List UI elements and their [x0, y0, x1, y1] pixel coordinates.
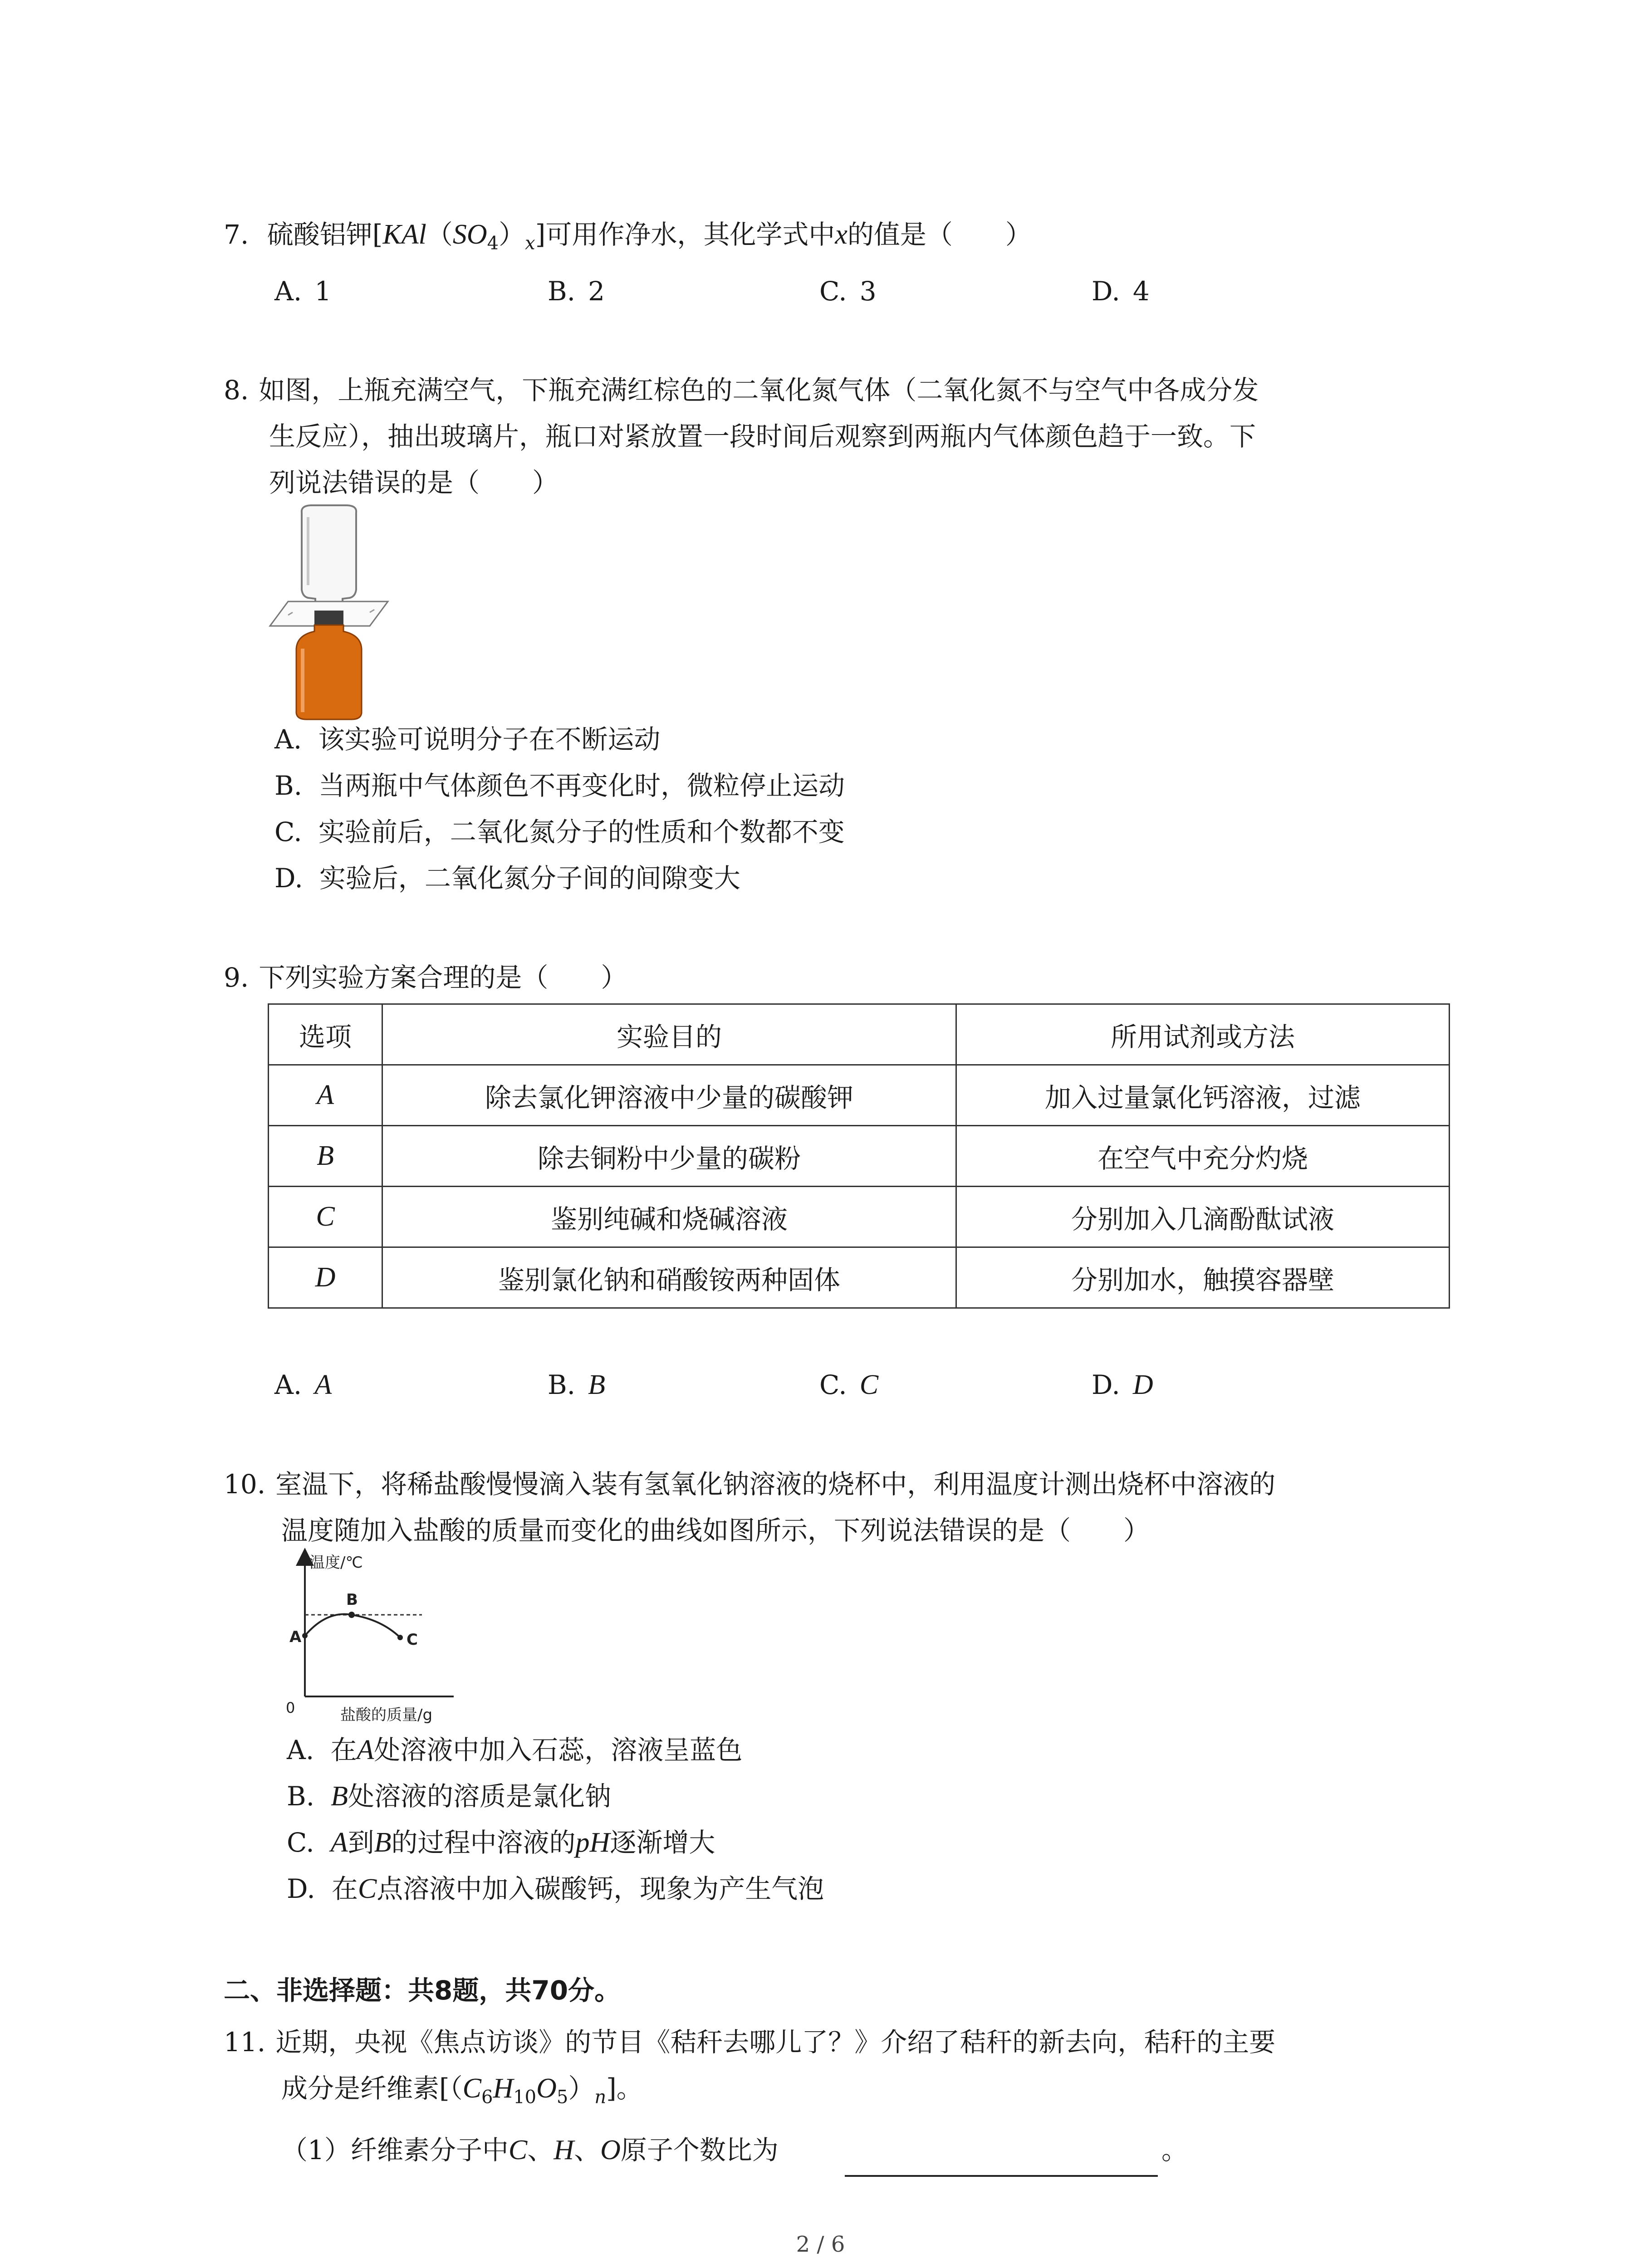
q8-stem-line1 — [224, 372, 1259, 408]
q8-number: 8. — [224, 375, 249, 406]
table-cell: 分别加入几滴酚酞试液 — [956, 1187, 1450, 1247]
q11-sub1-pre: （1）纤维素分子中 — [281, 2135, 509, 2165]
q7-option-d[interactable] — [1092, 273, 1150, 309]
section-heading: 二、非选择题：共8题，共70分。 — [224, 1975, 621, 2006]
q11-text-post: ]。 — [606, 2073, 643, 2104]
q11-text-mid: ） — [568, 2073, 595, 2104]
origin-label: 0 — [286, 1699, 295, 1716]
option-label: A. — [274, 276, 302, 307]
q10-text-line1: 室温下，将稀盐酸慢慢滴入装有氢氧化钠溶液的烧杯中，利用温度计测出烧杯中溶液的 — [275, 1469, 1276, 1500]
q8-option-d[interactable] — [274, 860, 740, 896]
q9-stem — [224, 959, 627, 996]
table-cell: 分别加水，触摸容器壁 — [956, 1247, 1450, 1308]
option-label: C. — [819, 1369, 847, 1400]
option-var: pH — [575, 1827, 610, 1858]
option-var: A — [330, 1827, 348, 1858]
option-text-post: 逐渐增大 — [610, 1827, 715, 1858]
option-text: 实验后，二氧化氮分子间的间隙变大 — [319, 863, 740, 894]
q9-option-a[interactable] — [274, 1367, 332, 1403]
q9-option-c[interactable] — [819, 1367, 878, 1403]
q8-text-line1: 如图，上瓶充满空气，下瓶充满红棕色的二氧化氮气体（二氧化氮不与空气中各成分发 — [259, 375, 1259, 406]
atom-c: C — [508, 2135, 528, 2165]
option-text-post: 处溶液中加入石蕊，溶液呈蓝色 — [374, 1735, 743, 1765]
option-label: A. — [287, 1735, 314, 1765]
option-value: B — [588, 1369, 605, 1400]
q10-stem-line2: 温度随加入盐酸的质量而变化的曲线如图所示，下列说法错误的是（ ） — [281, 1515, 1150, 1546]
table-header-row — [269, 1004, 1450, 1065]
q9-option-d[interactable] — [1092, 1367, 1153, 1403]
q8-option-c[interactable] — [274, 814, 845, 850]
option-value: C — [859, 1369, 879, 1400]
option-var: C — [358, 1873, 377, 1904]
option-text-post: 点溶液中加入碳酸钙，现象为产生气泡 — [377, 1873, 824, 1904]
q11-stem-line2 — [281, 2070, 643, 2116]
x-axis-label: 盐酸的质量/g — [340, 1706, 433, 1724]
sub-10: 10 — [513, 2087, 537, 2108]
q7-var-x: x — [835, 219, 847, 250]
q7-sub-x: x — [525, 233, 535, 254]
option-text-post: 处溶液的溶质是氯化钠 — [348, 1781, 611, 1812]
option-value: A — [314, 1369, 332, 1400]
table-cell-option: B — [317, 1140, 334, 1171]
option-label: A. — [274, 1369, 302, 1400]
option-label: D. — [1092, 276, 1120, 307]
q10-temperature-graph — [272, 1547, 490, 1724]
option-label: B. — [274, 770, 303, 801]
q10-option-b[interactable] — [287, 1778, 611, 1814]
y-axis-label: 温度/℃ — [309, 1554, 363, 1572]
q7-formula-k: KAl — [382, 219, 426, 250]
q8-bottle-figure — [261, 503, 397, 721]
q7-text-c: 的值是（ ） — [847, 219, 1032, 250]
q9-number: 9. — [224, 962, 249, 993]
q7-option-c[interactable] — [819, 273, 877, 309]
q8-stem-line2: 生反应），抽出玻璃片，瓶口对紧放置一段时间后观察到两瓶内气体颜色趋于一致。下 — [269, 421, 1256, 452]
point-c-marker — [397, 1635, 403, 1640]
option-text: 实验前后，二氧化氮分子的性质和个数都不变 — [318, 816, 845, 847]
q7-formula-so: SO — [452, 219, 487, 250]
separator: 、 — [574, 2135, 601, 2165]
table-cell: 除去铜粉中少量的碳粉 — [382, 1126, 956, 1187]
q11-stem-line1 — [224, 2024, 1275, 2060]
table-cell-option: D — [315, 1262, 336, 1293]
option-label: B. — [548, 276, 576, 307]
point-b-marker — [348, 1612, 355, 1618]
table-row — [269, 1247, 1450, 1308]
option-value: 1 — [314, 276, 332, 307]
option-label: B. — [548, 1369, 576, 1400]
q7-option-a[interactable] — [274, 273, 331, 309]
option-text: 该实验可说明分子在不断运动 — [318, 724, 661, 755]
q10-stem-line1 — [224, 1466, 1275, 1502]
point-b-label: B — [346, 1591, 358, 1609]
option-label: C. — [274, 816, 302, 847]
q7-sub4: 4 — [487, 233, 499, 254]
q9-option-b[interactable] — [548, 1367, 605, 1403]
table-cell: 鉴别氯化钠和硝酸铵两种固体 — [382, 1247, 956, 1308]
formula-c: C — [462, 2073, 481, 2104]
table-row — [269, 1065, 1450, 1126]
formula-o: O — [536, 2073, 557, 2104]
table-row — [269, 1126, 1450, 1187]
option-var: A — [357, 1735, 374, 1765]
table-header-cell: 选项 — [269, 1004, 382, 1065]
q9-text: 下列实验方案合理的是（ ） — [259, 962, 627, 993]
option-label: C. — [287, 1827, 314, 1858]
page-number: 2 / 6 — [796, 2232, 845, 2257]
answer-blank[interactable] — [845, 2174, 1158, 2177]
option-label: D. — [287, 1873, 315, 1904]
option-text-mid: 的过程中溶液的 — [391, 1827, 576, 1858]
option-value: 3 — [859, 276, 877, 307]
option-label: B. — [287, 1781, 315, 1812]
formula-h: H — [493, 2073, 514, 2104]
lower-bottle-no2 — [296, 611, 362, 719]
table-row — [269, 1187, 1450, 1247]
q11-sub1-end: 。 — [1161, 2135, 1188, 2165]
q8-option-b[interactable] — [274, 767, 845, 804]
q7-text-b: ]可用作净水，其化学式中 — [535, 219, 835, 250]
option-label: A. — [274, 724, 302, 755]
option-text-mid: 到 — [348, 1827, 374, 1858]
q11-text-line1: 近期，央视《焦点访谈》的节目《秸秆去哪儿了？》介绍了秸秆的新去向，秸秆的主要 — [275, 2027, 1276, 2058]
q11-sub1 — [281, 2132, 779, 2168]
option-label: C. — [819, 276, 847, 307]
atom-o: O — [600, 2135, 621, 2165]
q8-stem-line3: 列说法错误的是（ ） — [269, 467, 559, 498]
separator: 、 — [527, 2135, 554, 2165]
option-var: B — [331, 1781, 348, 1812]
q8-option-a[interactable] — [274, 721, 660, 758]
option-value: 4 — [1132, 276, 1150, 307]
q9-experiment-table — [268, 1003, 1450, 1309]
option-text: 当两瓶中气体颜色不再变化时，微粒停止运动 — [318, 770, 845, 801]
option-value: 2 — [588, 276, 605, 307]
table-header-cell: 所用试剂或方法 — [956, 1004, 1450, 1065]
option-var: B — [374, 1827, 392, 1858]
point-c-label: C — [407, 1631, 418, 1649]
point-a-marker — [302, 1633, 308, 1638]
q10-option-d[interactable] — [287, 1871, 824, 1907]
upper-bottle-air — [302, 505, 356, 611]
q11-text-pre: 成分是纤维素[（ — [281, 2073, 463, 2104]
option-label: D. — [274, 863, 303, 894]
atom-h: H — [554, 2135, 574, 2165]
option-text-pre: 在 — [330, 1735, 357, 1765]
q7-option-b[interactable] — [548, 273, 605, 309]
sub-n: n — [594, 2087, 607, 2108]
table-cell: 在空气中充分灼烧 — [956, 1126, 1450, 1187]
q10-option-a[interactable] — [287, 1732, 742, 1768]
table-cell-option: C — [316, 1201, 335, 1232]
q7-number: 7. — [224, 219, 249, 250]
table-header-cell: 实验目的 — [382, 1004, 956, 1065]
q7-text-a: 硫酸铝钾[ — [267, 219, 383, 250]
table-cell: 除去氯化钾溶液中少量的碳酸钾 — [382, 1065, 956, 1126]
q7-lparen: （ — [426, 219, 453, 250]
q10-option-c[interactable] — [287, 1824, 715, 1861]
option-value: D — [1132, 1369, 1153, 1400]
table-cell: 加入过量氯化钙溶液，过滤 — [956, 1065, 1450, 1126]
q11-sub1-post: 原子个数比为 — [620, 2135, 779, 2165]
point-a-label: A — [289, 1628, 302, 1646]
sub-6: 6 — [481, 2087, 493, 2108]
option-text-pre: 在 — [331, 1873, 358, 1904]
q10-number: 10. — [224, 1469, 266, 1500]
option-label: D. — [1092, 1369, 1120, 1400]
table-cell: 鉴别纯碱和烧碱溶液 — [382, 1187, 956, 1247]
q7-stem — [224, 216, 1032, 262]
table-cell-option: A — [317, 1080, 334, 1110]
sub-5: 5 — [556, 2087, 568, 2108]
q11-number: 11. — [224, 2027, 266, 2058]
q7-rparen: ） — [499, 219, 525, 250]
